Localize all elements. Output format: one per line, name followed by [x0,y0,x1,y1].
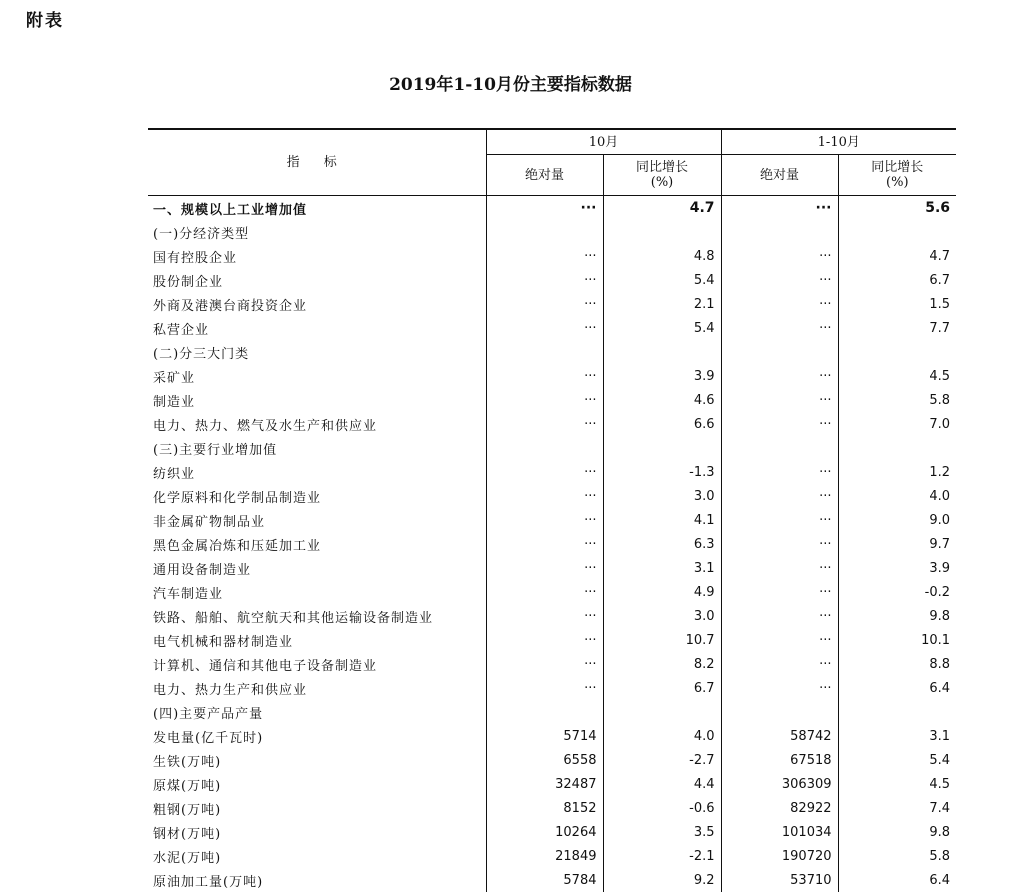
october-absolute-cell: 6558 [486,748,603,772]
table-row [148,796,956,820]
october-absolute-cell: ··· [486,388,603,412]
october-yoy-cell: 5.4 [603,316,721,340]
indicator-name-cell: 铁路、船舶、航空航天和其他运输设备制造业 [148,604,486,628]
ytd-yoy-cell: 3.9 [838,556,956,580]
indicator-name-cell: 纺织业 [148,460,486,484]
indicator-name-cell: 钢材(万吨) [148,820,486,844]
ytd-yoy-cell: 9.8 [838,820,956,844]
october-absolute-cell: 10264 [486,820,603,844]
table-row [148,340,956,364]
october-absolute-cell [486,340,603,364]
table-row [148,700,956,724]
table-row [148,388,956,412]
ytd-absolute-cell: ··· [721,292,838,316]
indicator-name-cell: 原煤(万吨) [148,772,486,796]
october-absolute-cell: ··· [486,196,603,221]
table-row [148,724,956,748]
indicator-name-cell: (四)主要产品产量 [148,700,486,724]
indicator-name-cell: 电力、热力生产和供应业 [148,676,486,700]
october-absolute-header: 绝对量 [486,155,603,196]
ytd-absolute-cell: ··· [721,532,838,556]
indicator-name-cell: (三)主要行业增加值 [148,436,486,460]
ytd-absolute-cell: ··· [721,244,838,268]
ytd-yoy-cell: 8.8 [838,652,956,676]
october-yoy-cell: 4.7 [603,196,721,221]
october-yoy-cell: -0.6 [603,796,721,820]
table-header [148,129,956,196]
table-row [148,220,956,244]
ytd-absolute-cell: ··· [721,268,838,292]
table-row [148,772,956,796]
october-absolute-cell: ··· [486,556,603,580]
october-absolute-cell: ··· [486,460,603,484]
october-yoy-cell: 3.0 [603,484,721,508]
indicator-name-cell: 电气机械和器材制造业 [148,628,486,652]
ytd-absolute-cell [721,220,838,244]
october-absolute-cell: ··· [486,292,603,316]
october-group-header: 10月 [486,129,721,155]
october-yoy-cell: 4.4 [603,772,721,796]
ytd-absolute-cell: 58742 [721,724,838,748]
ytd-yoy-cell: 1.5 [838,292,956,316]
indicator-name-cell: 黑色金属冶炼和压延加工业 [148,532,486,556]
ytd-yoy-cell: 6.4 [838,868,956,892]
ytd-yoy-cell: 5.8 [838,844,956,868]
table-row [148,676,956,700]
october-absolute-cell: ··· [486,580,603,604]
october-yoy-cell: 6.3 [603,532,721,556]
october-absolute-cell: ··· [486,364,603,388]
ytd-absolute-cell: ··· [721,628,838,652]
appendix-label: 附表 [26,6,64,31]
october-yoy-cell: 3.9 [603,364,721,388]
october-absolute-cell [486,436,603,460]
ytd-yoy-cell: 4.5 [838,364,956,388]
table-row [148,508,956,532]
indicator-name-cell: 通用设备制造业 [148,556,486,580]
ytd-yoy-cell: 6.7 [838,268,956,292]
table-row [148,556,956,580]
october-yoy-cell: 4.0 [603,724,721,748]
october-absolute-cell: ··· [486,268,603,292]
indicator-name-cell: 发电量(亿千瓦时) [148,724,486,748]
october-yoy-cell: 9.2 [603,868,721,892]
october-yoy-cell: 3.1 [603,556,721,580]
ytd-yoy-cell: 7.0 [838,412,956,436]
october-yoy-cell: 4.8 [603,244,721,268]
table-row [148,244,956,268]
table-row [148,844,956,868]
indicator-name-cell: 外商及港澳台商投资企业 [148,292,486,316]
table-row [148,652,956,676]
ytd-yoy-cell: 9.7 [838,532,956,556]
october-absolute-cell: 8152 [486,796,603,820]
october-absolute-cell: ··· [486,604,603,628]
ytd-yoy-cell: 4.0 [838,484,956,508]
table-row [148,460,956,484]
indicator-name-cell: 计算机、通信和其他电子设备制造业 [148,652,486,676]
ytd-yoy-cell: -0.2 [838,580,956,604]
indicator-name-cell: 水泥(万吨) [148,844,486,868]
ytd-absolute-cell: 190720 [721,844,838,868]
table-row [148,604,956,628]
indicator-table-container [148,128,956,892]
ytd-absolute-cell [721,436,838,460]
table-row [148,580,956,604]
october-yoy-cell: 4.6 [603,388,721,412]
indicator-column-header: 指 标 [148,129,486,196]
ytd-absolute-cell: ··· [721,316,838,340]
indicator-name-cell: 化学原料和化学制品制造业 [148,484,486,508]
ytd-absolute-cell: ··· [721,676,838,700]
october-absolute-cell [486,220,603,244]
ytd-absolute-cell: ··· [721,364,838,388]
october-absolute-cell: ··· [486,484,603,508]
indicator-name-cell: 电力、热力、燃气及水生产和供应业 [148,412,486,436]
october-yoy-cell: -1.3 [603,460,721,484]
table-body [148,196,956,892]
ytd-absolute-header: 绝对量 [721,155,838,196]
ytd-absolute-cell: ··· [721,556,838,580]
october-absolute-cell: ··· [486,316,603,340]
indicator-name-cell: 粗钢(万吨) [148,796,486,820]
ytd-yoy-cell: 7.4 [838,796,956,820]
table-row [148,316,956,340]
yoy-header-line1: 同比增长 [604,160,721,175]
indicator-name-cell: 非金属矿物制品业 [148,508,486,532]
october-yoy-cell: 10.7 [603,628,721,652]
october-absolute-cell: 21849 [486,844,603,868]
october-absolute-cell: ··· [486,628,603,652]
ytd-yoy-header [838,155,956,196]
october-yoy-cell: 3.0 [603,604,721,628]
ytd-yoy-cell: 5.4 [838,748,956,772]
yoy-header-line2: (%) [839,175,957,190]
indicator-name-cell: 制造业 [148,388,486,412]
document-title: 2019年1-10月份主要指标数据 [0,70,1021,95]
october-yoy-header [603,155,721,196]
ytd-absolute-cell: ··· [721,652,838,676]
october-yoy-cell [603,700,721,724]
indicator-name-cell: 采矿业 [148,364,486,388]
ytd-yoy-cell: 6.4 [838,676,956,700]
ytd-yoy-cell: 4.5 [838,772,956,796]
ytd-absolute-cell: 101034 [721,820,838,844]
indicator-name-cell: 国有控股企业 [148,244,486,268]
table-row [148,268,956,292]
table-row [148,868,956,892]
ytd-yoy-cell: 5.6 [838,196,956,221]
ytd-yoy-cell: 5.8 [838,388,956,412]
october-absolute-cell: 32487 [486,772,603,796]
ytd-absolute-cell: 306309 [721,772,838,796]
ytd-absolute-cell: 53710 [721,868,838,892]
ytd-absolute-cell: ··· [721,508,838,532]
table-row [148,748,956,772]
october-absolute-cell: ··· [486,676,603,700]
october-absolute-cell: ··· [486,508,603,532]
indicator-name-cell: 一、规模以上工业增加值 [148,196,486,221]
october-yoy-cell: 5.4 [603,268,721,292]
ytd-group-header: 1-10月 [721,129,956,155]
ytd-absolute-cell: ··· [721,604,838,628]
indicator-name-cell: 汽车制造业 [148,580,486,604]
indicator-name-cell: 生铁(万吨) [148,748,486,772]
october-yoy-cell [603,220,721,244]
ytd-absolute-cell: ··· [721,412,838,436]
october-yoy-cell: 3.5 [603,820,721,844]
yoy-header-line1: 同比增长 [839,160,957,175]
october-yoy-cell [603,340,721,364]
october-yoy-cell: -2.7 [603,748,721,772]
table-row [148,196,956,221]
ytd-absolute-cell: 67518 [721,748,838,772]
table-row [148,436,956,460]
ytd-yoy-cell: 10.1 [838,628,956,652]
october-yoy-cell: 6.6 [603,412,721,436]
table-row [148,628,956,652]
indicator-name-cell: (二)分三大门类 [148,340,486,364]
ytd-yoy-cell [838,340,956,364]
ytd-yoy-cell: 9.8 [838,604,956,628]
october-absolute-cell: ··· [486,412,603,436]
ytd-yoy-cell: 4.7 [838,244,956,268]
indicator-name-cell: 原油加工量(万吨) [148,868,486,892]
ytd-absolute-cell: 82922 [721,796,838,820]
indicator-name-cell: 私营企业 [148,316,486,340]
ytd-absolute-cell: ··· [721,460,838,484]
ytd-absolute-cell: ··· [721,388,838,412]
table-row [148,292,956,316]
october-yoy-cell [603,436,721,460]
indicator-name-cell: 股份制企业 [148,268,486,292]
indicator-table [148,128,956,892]
october-absolute-cell [486,700,603,724]
indicator-name-cell: (一)分经济类型 [148,220,486,244]
october-yoy-cell: 6.7 [603,676,721,700]
ytd-absolute-cell: ··· [721,580,838,604]
october-absolute-cell: 5714 [486,724,603,748]
october-yoy-cell: -2.1 [603,844,721,868]
ytd-yoy-cell: 1.2 [838,460,956,484]
october-absolute-cell: 5784 [486,868,603,892]
ytd-absolute-cell: ··· [721,484,838,508]
yoy-header-line2: (%) [604,175,721,190]
ytd-yoy-cell: 9.0 [838,508,956,532]
october-yoy-cell: 8.2 [603,652,721,676]
ytd-yoy-cell [838,700,956,724]
october-absolute-cell: ··· [486,244,603,268]
table-row [148,820,956,844]
table-row [148,364,956,388]
october-yoy-cell: 2.1 [603,292,721,316]
table-row [148,532,956,556]
october-yoy-cell: 4.1 [603,508,721,532]
ytd-yoy-cell [838,436,956,460]
table-row [148,484,956,508]
table-row [148,412,956,436]
october-absolute-cell: ··· [486,532,603,556]
ytd-absolute-cell: ··· [721,196,838,221]
ytd-absolute-cell [721,340,838,364]
october-yoy-cell: 4.9 [603,580,721,604]
ytd-yoy-cell: 7.7 [838,316,956,340]
ytd-yoy-cell [838,220,956,244]
ytd-yoy-cell: 3.1 [838,724,956,748]
october-absolute-cell: ··· [486,652,603,676]
ytd-absolute-cell [721,700,838,724]
